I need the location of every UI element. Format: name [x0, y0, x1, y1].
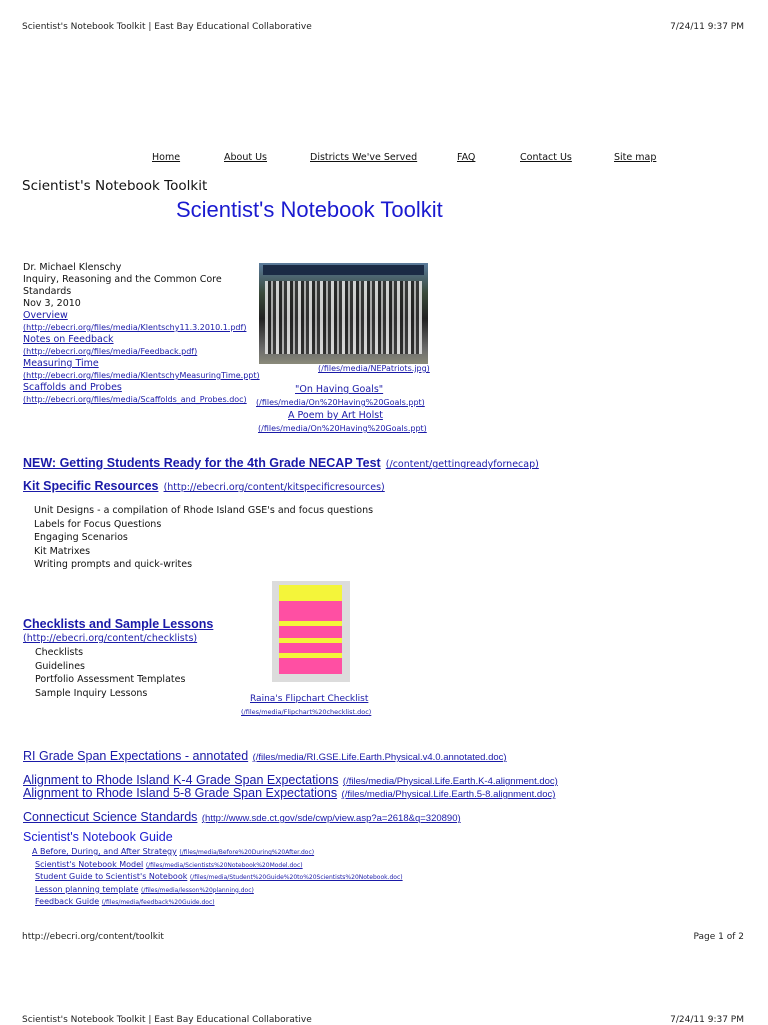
nav-about-us[interactable]: About Us [224, 152, 268, 163]
list-item: Portfolio Assessment Templates [35, 674, 186, 685]
kit-url[interactable]: (http://ebecri.org/content/kitspecificresources) [163, 482, 385, 493]
kit-row [23, 475, 385, 494]
list-item: Sample Inquiry Lessons [35, 687, 148, 699]
gse-58-url[interactable]: (/files/media/Physical.Life.Earth.5-8.alignment.doc) [341, 789, 556, 800]
list-item: Labels for Focus Questions [34, 518, 162, 530]
main-title: Scientist's Notebook Toolkit [176, 197, 443, 222]
doc-link-overview[interactable]: Overview [23, 310, 68, 321]
guide-url[interactable]: (/files/media/Student%20Guide%20to%20Scientists%20Notebook.doc) [189, 874, 403, 881]
team-photo[interactable] [259, 263, 428, 364]
gse-annotated-url[interactable]: (/files/media/RI.GSE.Life.Earth.Physical.v4.0.annotated.doc) [252, 752, 507, 763]
poem-url[interactable]: (/files/media/On%20Having%20Goals.ppt) [258, 424, 427, 433]
guide-url[interactable]: (/files/media/Before%20During%20After.doc) [179, 849, 315, 856]
guide-link[interactable]: Lesson planning template [35, 884, 139, 894]
print-header-datetime: 7/24/11 9:37 PM [670, 22, 744, 32]
list-item: Unit Designs - a compilation of Rhode Island GSE's and focus questions [34, 505, 374, 516]
guide-list [32, 846, 403, 909]
poem-link[interactable]: A Poem by Art Holst [288, 410, 383, 421]
author: Dr. Michael Klenschy [23, 262, 122, 273]
print-footer-url: http://ebecri.org/content/toolkit [22, 932, 164, 942]
nav-contact-us[interactable]: Contact Us [520, 152, 572, 163]
nav-home[interactable]: Home [152, 152, 181, 163]
gse-58-link[interactable]: Alignment to Rhode Island 5-8 Grade Span Expectations [23, 786, 338, 800]
flipchart-url[interactable]: (/files/media/Flipchart%20checklist.doc) [241, 708, 372, 716]
ct-standards-row [23, 808, 461, 826]
doc-link-measuring-time[interactable]: Measuring Time [23, 358, 99, 369]
ct-standards-url[interactable]: (http://www.sde.ct.gov/sde/cwp/view.asp?a=2618&q=320890) [201, 813, 461, 824]
list-item: Engaging Scenarios [34, 532, 128, 543]
guide-url[interactable]: (/files/media/Scientists%20Notebook%20Model.doc) [145, 861, 303, 869]
doc-url-scaffolds[interactable]: (http://ebecri.org/files/media/Scaffolds_and_Probes.doc) [23, 395, 247, 404]
doc-url-measuring-time[interactable]: (http://ebecri.org/files/media/KlentschyMeasuringTime.ppt) [23, 371, 260, 380]
next-page-header-title: Scientist's Notebook Toolkit | East Bay Educational Collaborative [22, 1015, 312, 1025]
print-footer-page: Page 1 of 2 [693, 932, 744, 942]
page-heading: Scientist's Notebook Toolkit [22, 178, 208, 194]
nav-site-map[interactable]: Site map [614, 152, 657, 163]
kit-link[interactable]: Kit Specific Resources [23, 479, 159, 493]
guide-link[interactable]: A Before, During, and After Strategy [32, 847, 177, 856]
necap-row [23, 452, 539, 471]
checklists-url[interactable]: (http://ebecri.org/content/checklists) [23, 633, 198, 644]
doc-link-scaffolds[interactable]: Scaffolds and Probes [23, 382, 122, 393]
nav-faq[interactable]: FAQ [457, 152, 476, 163]
intro-block [23, 262, 222, 310]
doc-url-overview[interactable]: (http://ebecri.org/files/media/Klentschy11.3.2010.1.pdf) [23, 323, 247, 332]
flipchart-image[interactable] [272, 581, 350, 682]
goals-link[interactable]: "On Having Goals" [295, 384, 384, 395]
guide-link[interactable]: Student Guide to Scientist's Notebook [35, 872, 188, 881]
doc-list [23, 310, 260, 406]
doc-link-feedback[interactable]: Notes on Feedback [23, 334, 114, 345]
kit-list [34, 504, 373, 572]
flipchart-link[interactable]: Raina's Flipchart Checklist [250, 694, 369, 704]
subject-line-2: Standards [23, 286, 72, 297]
list-item: Guidelines [35, 660, 85, 672]
date: Nov 3, 2010 [23, 298, 81, 309]
print-header-title: Scientist's Notebook Toolkit | East Bay Educational Collaborative [22, 22, 312, 32]
photo-url[interactable]: (/files/media/NEPatriots.jpg) [318, 364, 430, 373]
gse-annotated-link[interactable]: RI Grade Span Expectations - annotated [23, 749, 249, 763]
guide-url[interactable]: (/files/media/feedback%20Guide.doc) [101, 899, 215, 906]
necap-url[interactable]: (/content/gettingreadyfornecap) [385, 459, 539, 470]
subject-line-1: Inquiry, Reasoning and the Common Core [23, 274, 222, 285]
gse-row-annotated [23, 747, 507, 765]
guide-title: Scientist's Notebook Guide [23, 830, 173, 844]
nav-districts-served[interactable]: Districts We've Served [310, 152, 418, 163]
checklists-list [35, 646, 185, 700]
gse-k4-url[interactable]: (/files/media/Physical.Life.Earth.K-4.alignment.doc) [342, 776, 558, 787]
next-page-header-datetime: 7/24/11 9:37 PM [670, 1015, 744, 1025]
checklists-link[interactable]: Checklists and Sample Lessons [23, 617, 214, 631]
list-item: Kit Matrixes [34, 545, 91, 557]
guide-link[interactable]: Scientist's Notebook Model [35, 859, 144, 869]
list-item: Checklists [35, 647, 84, 658]
doc-url-feedback[interactable]: (http://ebecri.org/files/media/Feedback.pdf) [23, 347, 198, 356]
ct-standards-link[interactable]: Connecticut Science Standards [23, 810, 198, 824]
necap-link[interactable]: NEW: Getting Students Ready for the 4th Grade NECAP Test [23, 456, 381, 470]
list-item: Writing prompts and quick-writes [34, 559, 193, 570]
goals-url[interactable]: (/files/media/On%20Having%20Goals.ppt) [256, 398, 425, 407]
guide-link[interactable]: Feedback Guide [35, 897, 100, 906]
gse-row-58 [23, 784, 555, 802]
gse-k4-link[interactable]: Alignment to Rhode Island K-4 Grade Span Expectations [23, 773, 339, 787]
guide-url[interactable]: (/files/media/lesson%20planning.doc) [141, 886, 254, 894]
